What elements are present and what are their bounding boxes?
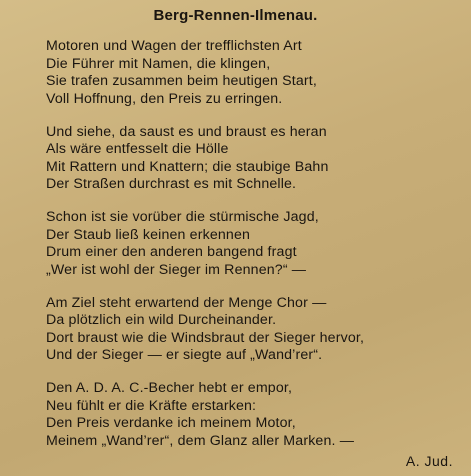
stanza-2: [46, 124, 466, 194]
poem-title: Berg-Rennen-Ilmenau.: [153, 7, 318, 24]
author-signature: A. Jud.: [405, 453, 453, 469]
poem-line: Meinem „Wand’rer“, dem Glanz aller Marken. —: [46, 432, 355, 449]
poem-line: Schon ist sie vorüber die stürmische Jagd,: [46, 209, 319, 225]
poem-line: Dort braust wie die Windsbraut der Sieger hervor,: [46, 329, 365, 346]
poem-line: Drum einer den anderen bangend fragt: [46, 244, 297, 260]
poem-body: [46, 38, 466, 466]
poem-line: Der Straßen durchrast es mit Schnelle.: [46, 176, 297, 192]
poem-line: Den A. D. A. C.-Becher hebt er empor,: [46, 380, 293, 396]
poem-line: Da plötzlich ein wild Durcheinander.: [46, 312, 277, 328]
poem-line: Neu fühlt er die Kräfte erstarken:: [46, 397, 257, 414]
poem-line: Der Staub ließ keinen erkennen: [46, 226, 251, 243]
stanza-3: [46, 209, 466, 279]
stanza-1: [46, 38, 466, 108]
poem-line: Den Preis verdanke ich meinem Motor,: [46, 415, 296, 431]
poem-line: Am Ziel steht erwartend der Menge Chor —: [46, 294, 327, 311]
poem-line: Voll Hoffnung, den Preis zu erringen.: [46, 90, 283, 107]
poem-line: Motoren und Wagen der trefflichsten Art: [46, 38, 302, 54]
stanza-4: [46, 295, 466, 365]
stanza-5: [46, 380, 466, 450]
poem-line: Die Führer mit Namen, die klingen,: [46, 55, 271, 72]
poem-line: Und der Sieger — er siegte auf „Wand’rer“.: [46, 347, 323, 363]
poem-line: Sie trafen zusammen beim heutigen Start,: [46, 73, 317, 89]
poem-line: „Wer ist wohl der Sieger im Rennen?“ —: [46, 261, 307, 278]
poem-line: Als wäre entfesselt die Hölle: [46, 141, 229, 157]
poem-line: Und siehe, da saust es und braust es heran: [46, 123, 327, 140]
poem-line: Mit Rattern und Knattern; die staubige Bahn: [46, 158, 329, 175]
